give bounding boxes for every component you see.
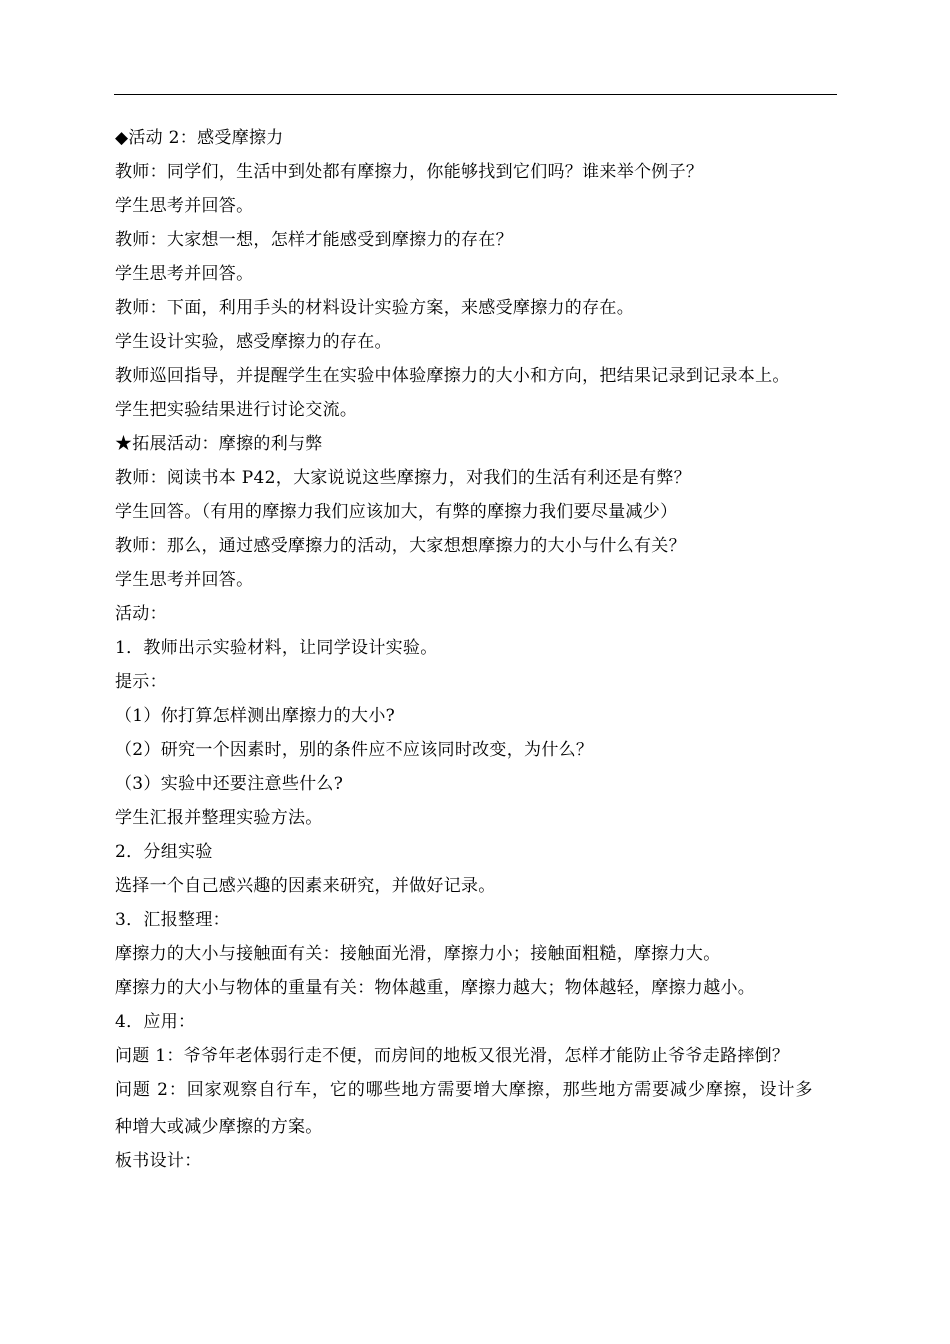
question-1: 问题 1：爷爷年老体弱行走不便，而房间的地板又很光滑，怎样才能防止爷爷走路摔倒？ [115, 1046, 790, 1066]
hint-item-1: （1）你打算怎样测出摩擦力的大小? [115, 706, 396, 726]
teacher-line: 教师：同学们，生活中到处都有摩擦力，你能够找到它们吗？谁来举个例子？ [115, 162, 704, 182]
question-2: 问题 2：回家观察自行车，它的哪些地方需要增大摩擦，那些地方需要减少摩擦，设计多 [115, 1080, 814, 1100]
header-rule [114, 94, 837, 95]
student-line: 学生思考并回答。 [115, 264, 254, 284]
student-line: 学生汇报并整理实验方法。 [115, 808, 323, 828]
student-line: 学生回答。（有用的摩擦力我们应该加大，有弊的摩擦力我们要尽量减少） [115, 502, 678, 522]
student-line: 学生设计实验，感受摩擦力的存在。 [115, 332, 392, 352]
step-1: 1．教师出示实验材料，让同学设计实验。 [115, 638, 438, 658]
step-2-detail: 选择一个自己感兴趣的因素来研究，并做好记录。 [115, 876, 496, 896]
hint-item-2: （2）研究一个因素时，别的条件应不应该同时改变，为什么？ [115, 740, 594, 760]
extension-activity-heading: ★拓展活动：摩擦的利与弊 [115, 434, 323, 454]
student-line: 学生思考并回答。 [115, 196, 254, 216]
step-2: 2．分组实验 [115, 842, 213, 862]
teacher-line: 教师：下面，利用手头的材料设计实验方案，来感受摩擦力的存在。 [115, 298, 634, 318]
student-line: 学生思考并回答。 [115, 570, 254, 590]
document-body [115, 121, 840, 1178]
teacher-line: 教师：那么，通过感受摩擦力的活动，大家想想摩擦力的大小与什么有关？ [115, 536, 686, 556]
conclusion-weight: 摩擦力的大小与物体的重量有关：物体越重，摩擦力越大；物体越轻，摩擦力越小。 [115, 978, 756, 998]
conclusion-surface: 摩擦力的大小与接触面有关：接触面光滑，摩擦力小；接触面粗糙，摩擦力大。 [115, 944, 721, 964]
question-2-continued: 种增大或减少摩擦的方案。 [115, 1117, 323, 1137]
hint-label: 提示： [115, 672, 167, 692]
activity-2-heading: ◆活动 2：感受摩擦力 [115, 128, 284, 148]
teacher-line: 教师：阅读书本 P42，大家说说这些摩擦力，对我们的生活有利还是有弊？ [115, 468, 691, 488]
step-4: 4．应用： [115, 1012, 196, 1032]
teacher-line: 教师：大家想一想，怎样才能感受到摩擦力的存在？ [115, 230, 513, 250]
step-3: 3．汇报整理： [115, 910, 230, 930]
hint-item-3: （3）实验中还要注意些什么? [115, 774, 344, 794]
teacher-guidance-line: 教师巡回指导，并提醒学生在实验中体验摩擦力的大小和方向，把结果记录到记录本上。 [115, 366, 790, 386]
activity-label: 活动： [115, 604, 167, 624]
board-design-label: 板书设计： [115, 1151, 202, 1171]
student-line: 学生把实验结果进行讨论交流。 [115, 400, 358, 420]
